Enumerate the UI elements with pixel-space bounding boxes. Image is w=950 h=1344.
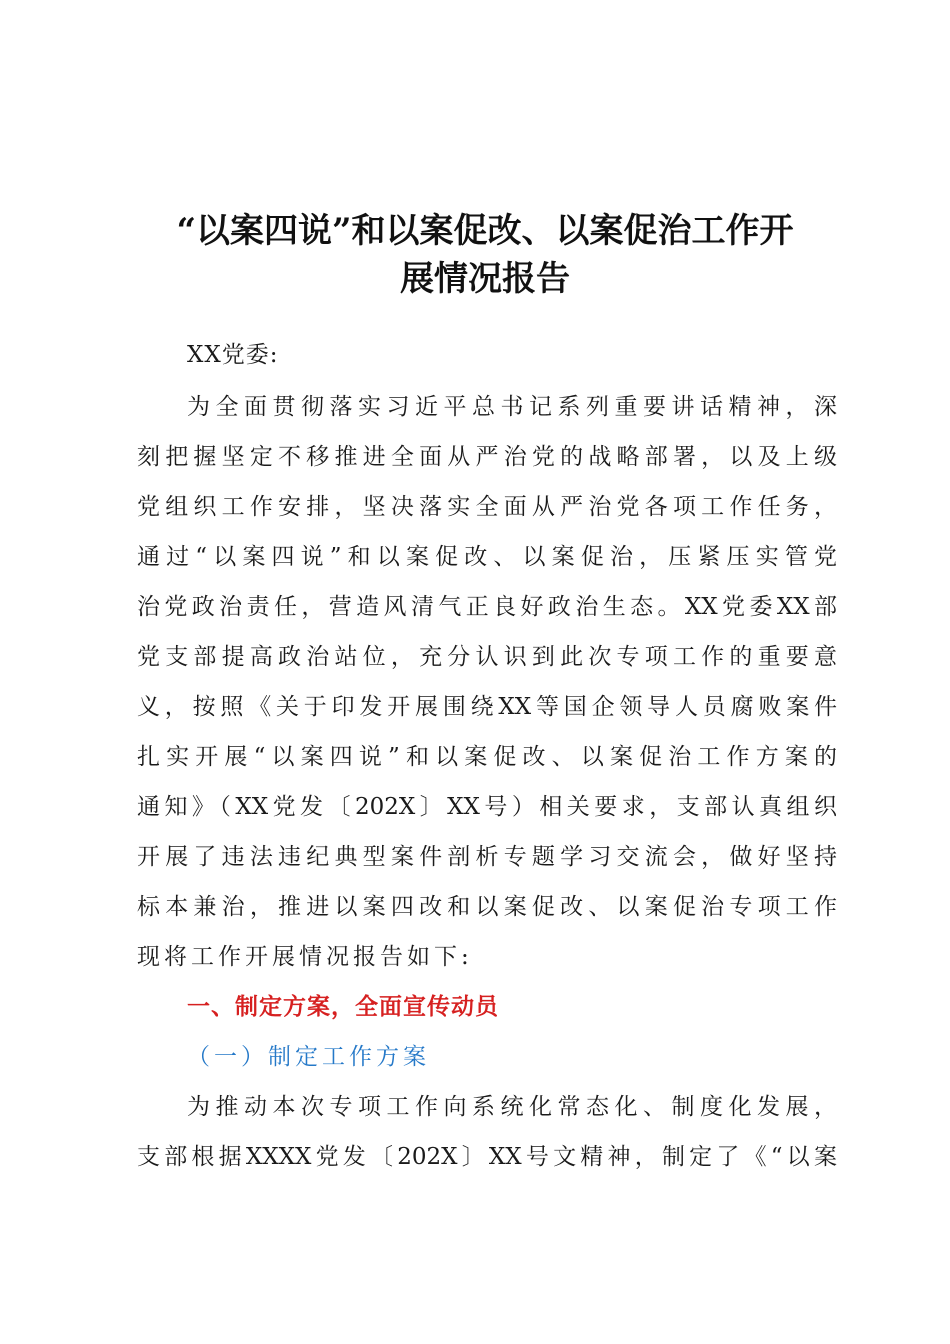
paragraph-1-line: 为全面贯彻落实习近平总书记系列重要讲话精神，深: [187, 394, 837, 420]
section-heading-1: 一、制定方案，全面宣传动员: [187, 994, 499, 1020]
paragraph-1-line: 党支部提高政治站位，充分认识到此次专项工作的重要意: [137, 644, 837, 670]
paragraph-1-line: 现将工作开展情况报告如下:: [137, 944, 473, 970]
document-title-line-1: “以案四说”和以案促改、以案促治工作开: [176, 211, 794, 251]
paragraph-2-line: 支部根据XXXX党发〔202X〕XX号文精神，制定了《“以案: [137, 1144, 837, 1170]
paragraph-1-line: 治党政治责任，营造风清气正良好政治生态。XX党委XX部: [137, 594, 837, 620]
paragraph-1-line: 义，按照《关于印发开展围绕XX等国企领导人员腐败案件: [137, 694, 837, 720]
salutation: XX党委:: [187, 342, 279, 368]
paragraph-1-line: 通过“以案四说”和以案促改、以案促治，压紧压实管党: [137, 544, 837, 570]
paragraph-1-line: 开展了违法违纪典型案件剖析专题学习交流会，做好坚持: [137, 844, 837, 870]
paragraph-1-line: 扎实开展“以案四说”和以案促改、以案促治工作方案的: [137, 744, 837, 770]
paragraph-2-line: 为推动本次专项工作向系统化常态化、制度化发展，: [187, 1094, 837, 1120]
paragraph-1-line: 标本兼治，推进以案四改和以案促改、以案促治专项工作: [137, 894, 837, 920]
paragraph-1-line: 党组织工作安排，坚决落实全面从严治党各项工作任务，: [137, 494, 837, 520]
paragraph-1-line: 通知》（XX党发〔202X〕XX号）相关要求，支部认真组织: [137, 794, 837, 820]
paragraph-1-line: 刻把握坚定不移推进全面从严治党的战略部署，以及上级: [137, 444, 837, 470]
section-heading-2: （一）制定工作方案: [187, 1044, 430, 1070]
document-title-line-2: 展情况报告: [400, 259, 570, 299]
